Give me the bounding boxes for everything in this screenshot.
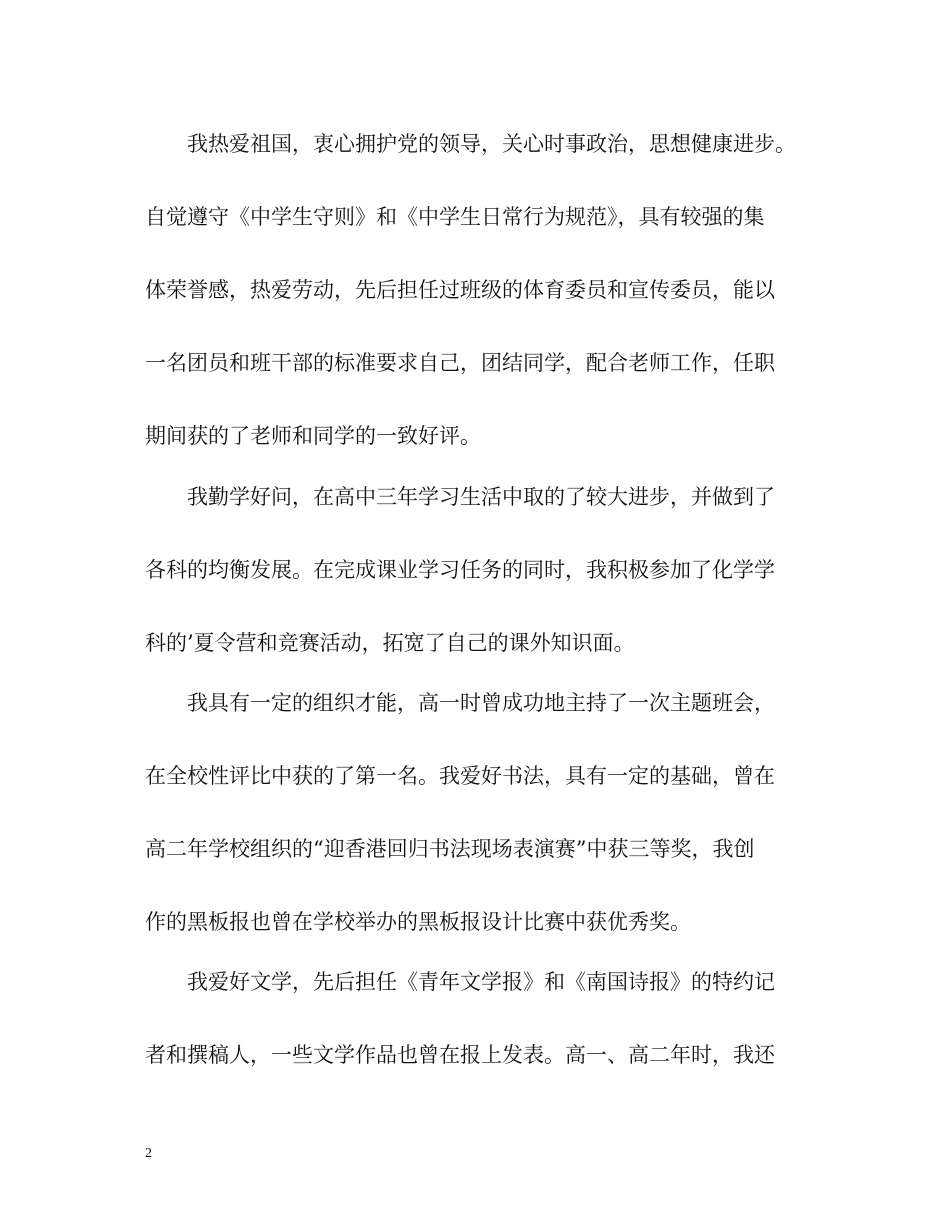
paragraph-3-line-2: 在全校性评比中获的了第一名。我爱好书法，具有一定的基础，曾在: [145, 764, 775, 788]
paragraph-4-line-2: 者和撰稿人，一些文学作品也曾在报上发表。高一、高二年时，我还: [145, 1043, 775, 1067]
paragraph-4-line-1: 我爱好文学，先后担任《青年文学报》和《南国诗报》的特约记: [187, 970, 775, 994]
paragraph-3-line-4: 作的黑板报也曾在学校举办的黑板报设计比赛中获优秀奖。: [145, 910, 691, 934]
paragraph-2-line-1: 我勤学好问，在高中三年学习生活中取的了较大进步，并做到了: [187, 485, 775, 509]
paragraph-1-line-4: 一名团员和班干部的标准要求自己，团结同学，配合老师工作，任职: [145, 351, 775, 375]
paragraph-1-line-5: 期间获的了老师和同学的一致好评。: [145, 424, 481, 448]
paragraph-1-line-1: 我热爱祖国，衷心拥护党的领导，关心时事政治，思想健康进步。: [187, 132, 796, 156]
paragraph-2-line-2: 各科的均衡发展。在完成课业学习任务的同时，我积极参加了化学学: [145, 558, 775, 582]
page-number: 2: [145, 1146, 152, 1161]
paragraph-3-line-1: 我具有一定的组织才能，高一时曾成功地主持了一次主题班会，: [187, 691, 775, 715]
paragraph-1-line-3: 体荣誉感，热爱劳动，先后担任过班级的体育委员和宣传委员，能以: [145, 278, 775, 302]
paragraph-1-line-2: 自觉遵守《中学生守则》和《中学生日常行为规范》，具有较强的集: [145, 205, 765, 229]
paragraph-3-line-3: 高二年学校组织的“迎香港回归书法现场表演赛”中获三等奖，我创: [145, 837, 755, 861]
paragraph-2-line-3: 科的’夏令营和竞赛活动，拓宽了自己的课外知识面。: [145, 631, 635, 655]
